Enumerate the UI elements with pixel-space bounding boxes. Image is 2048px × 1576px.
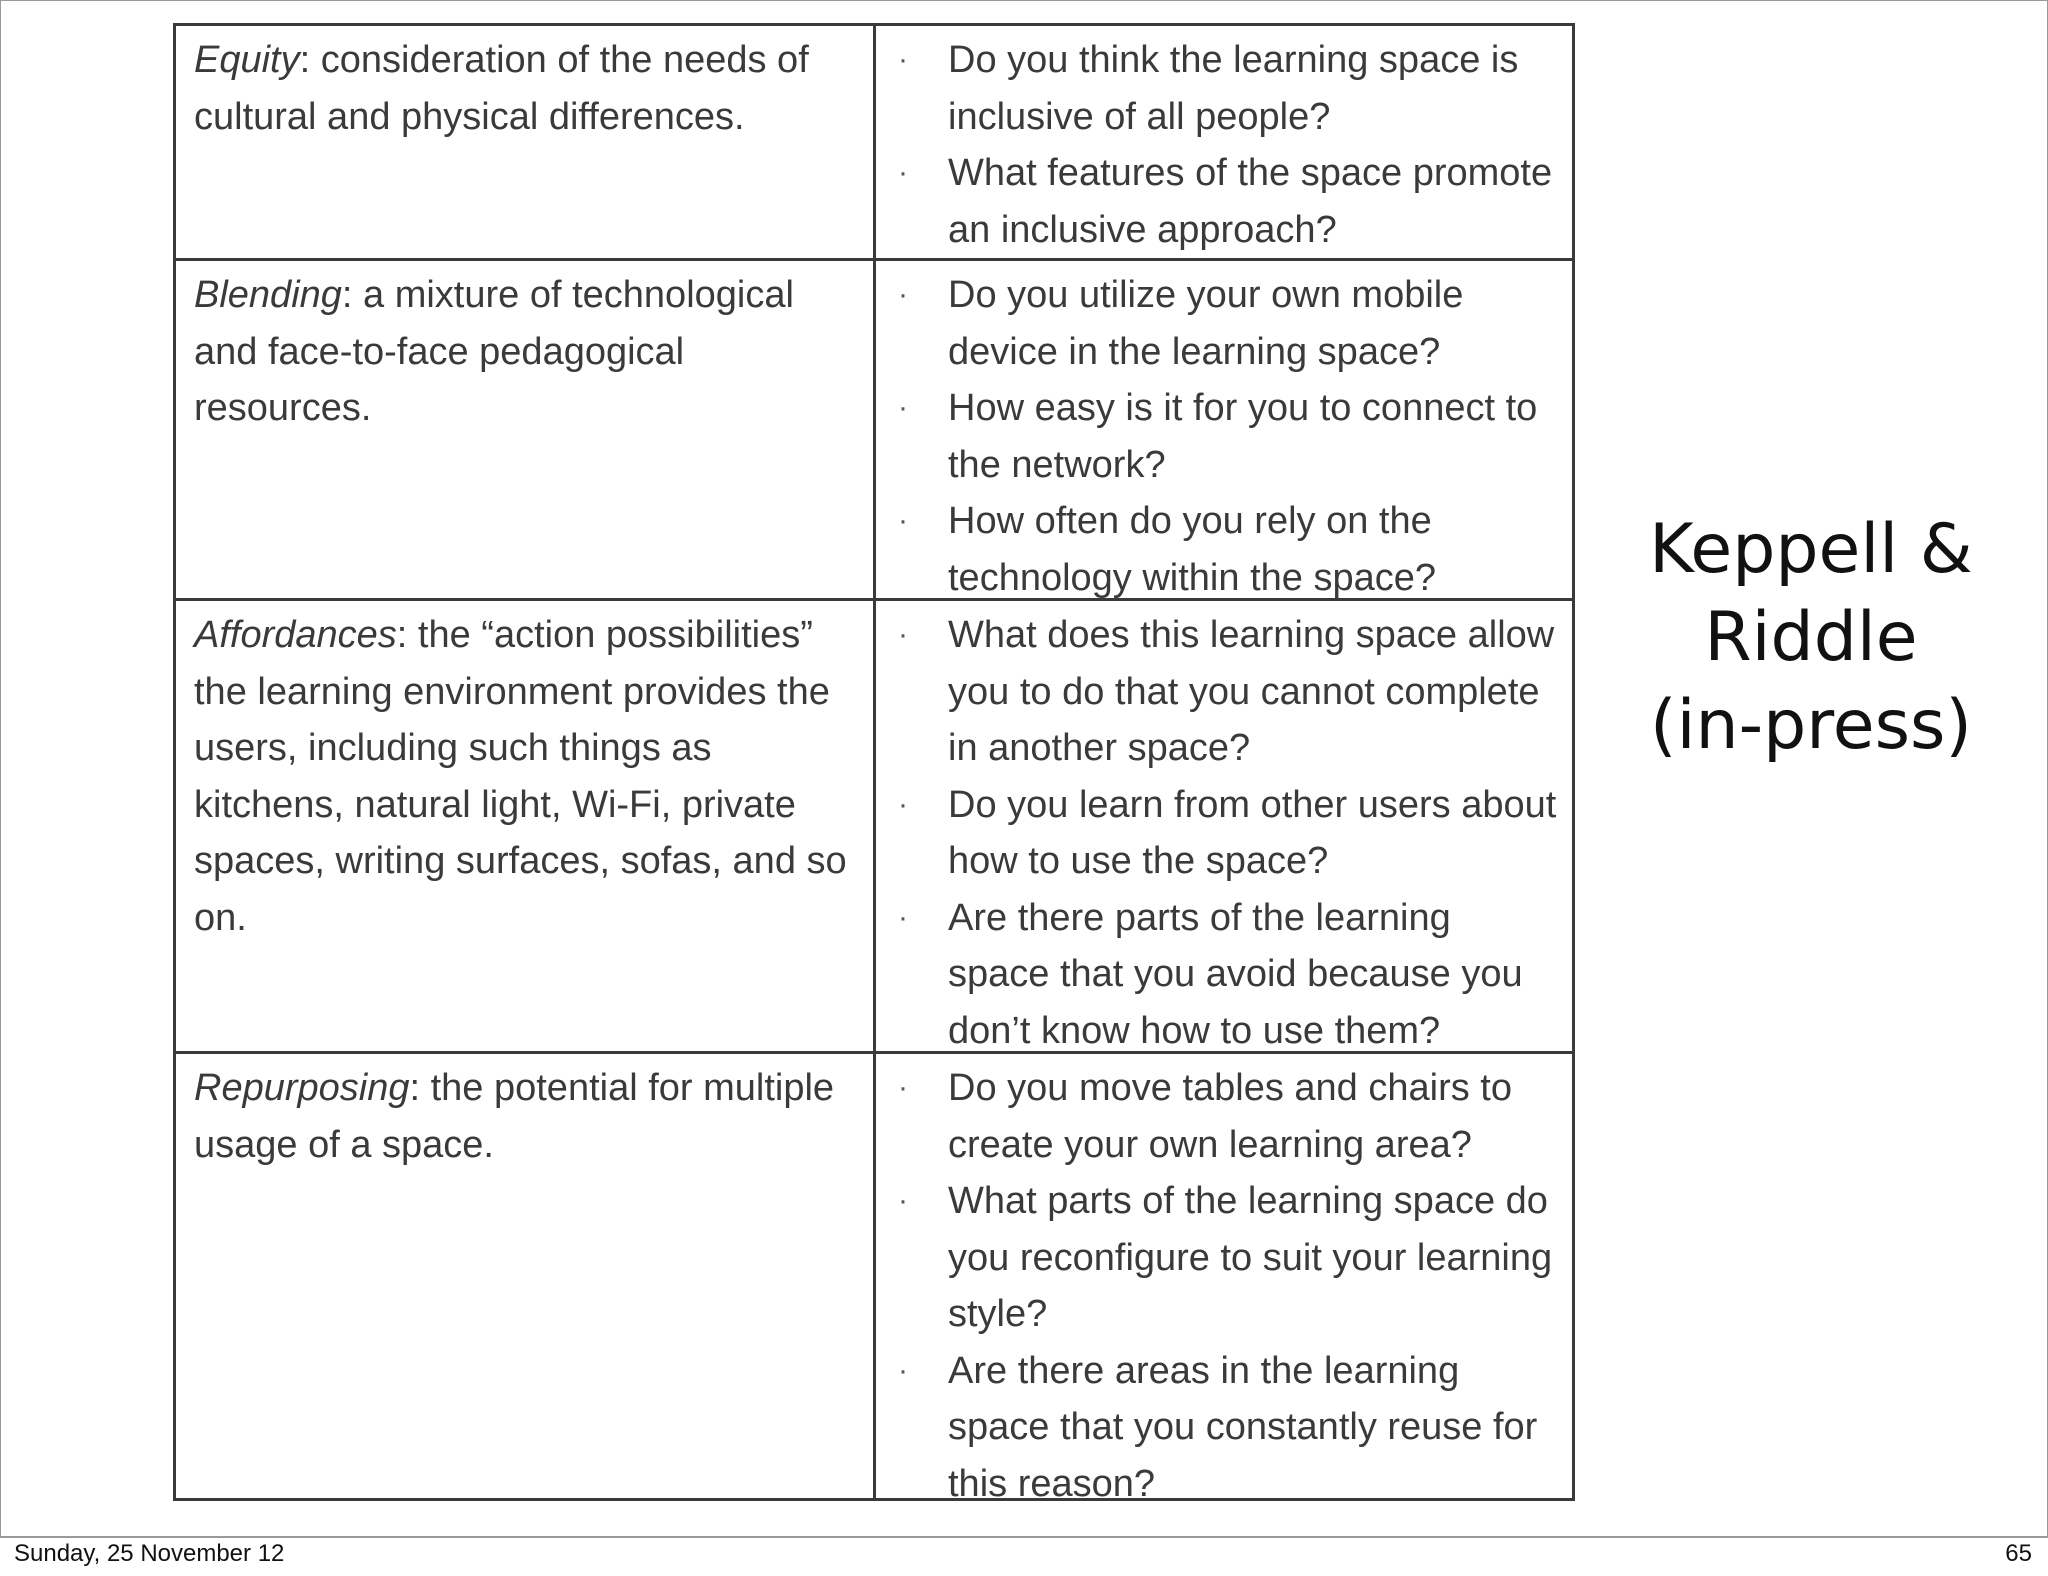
citation-label (1611, 506, 2011, 770)
table-cell-criterion (176, 261, 876, 598)
table-row (176, 258, 1572, 598)
question-item (896, 1343, 1562, 1513)
question-text: Are there areas in the learning space that you constantly reuse for this reason? (948, 1349, 1538, 1505)
table-cell-questions (876, 26, 1572, 258)
criterion-definition: : the potential for multiple usage of a space. (194, 1067, 835, 1166)
question-item (896, 145, 1562, 258)
question-item (896, 493, 1562, 606)
citation-line: (in-press) (1650, 686, 1972, 765)
criterion-term: Repurposing (194, 1067, 410, 1109)
question-item (896, 1060, 1562, 1173)
question-text: Do you move tables and chairs to create your own learning area? (948, 1067, 1512, 1166)
question-item (896, 1173, 1562, 1343)
criterion-term: Blending (194, 274, 342, 316)
bullet-icon: · (898, 278, 908, 311)
table-cell-criterion (176, 26, 876, 258)
criterion-definition: : a mixture of technological and face-to-face pedagogical resources. (194, 274, 794, 429)
question-text: What does this learning space allow you to do that you cannot complete in another space? (948, 614, 1555, 769)
bullet-icon: · (898, 1184, 908, 1217)
question-item (896, 890, 1562, 1060)
footer-date: Sunday, 25 November 12 (14, 1540, 285, 1567)
table-row (176, 598, 1572, 1051)
question-text: Do you think the learning space is inclusive of all people? (948, 39, 1519, 138)
table-cell-questions (876, 261, 1572, 598)
bullet-icon: · (898, 1353, 908, 1387)
question-text: Do you utilize your own mobile device in the learning space? (948, 274, 1464, 373)
question-text: How easy is it for you to connect to the network? (948, 387, 1538, 486)
table-row (176, 26, 1572, 258)
criterion-term: Equity (194, 39, 300, 81)
criterion-term: Affordances (194, 614, 397, 656)
question-item (896, 32, 1562, 145)
footer-divider (0, 1536, 2048, 1537)
question-text: What parts of the learning space do you reconfigure to suit your learning style? (948, 1180, 1553, 1335)
bullet-icon: · (898, 900, 908, 934)
question-item (896, 267, 1562, 380)
bullet-icon: · (898, 391, 908, 424)
question-item (896, 607, 1562, 777)
bullet-icon: · (898, 1071, 908, 1104)
table-cell-questions (876, 1054, 1572, 1505)
citation-line: Keppell & (1649, 510, 1973, 589)
question-item (896, 777, 1562, 890)
table-cell-criterion (176, 1054, 876, 1498)
criterion-definition: : consideration of the needs of cultural and physical differences. (194, 39, 809, 138)
question-item (896, 380, 1562, 493)
bullet-icon: · (898, 504, 908, 537)
bullet-icon: · (898, 618, 908, 651)
question-text: Are there parts of the learning space that you avoid because you don’t know how to use them? (948, 896, 1523, 1052)
criteria-table (173, 23, 1575, 1505)
table-row (176, 1051, 1572, 1505)
bullet-icon: · (898, 787, 908, 821)
criterion-definition: : the “action possibilities” the learning environment provides the users, including such things as kitchens, natural light, Wi-Fi, private spaces, writing surfaces, sofas, and so on. (194, 614, 847, 939)
table-cell-criterion (176, 601, 876, 1051)
question-text: What features of the space promote an inclusive approach? (948, 152, 1553, 251)
question-text: Do you learn from other users about how to use the space? (948, 783, 1557, 882)
page-number: 65 (2005, 1540, 2032, 1567)
bullet-icon: · (898, 43, 908, 76)
question-text: How often do you rely on the technology within the space? (948, 500, 1436, 599)
bullet-icon: · (898, 156, 908, 189)
citation-line: Riddle (1704, 598, 1918, 677)
table-cell-questions (876, 601, 1572, 1051)
